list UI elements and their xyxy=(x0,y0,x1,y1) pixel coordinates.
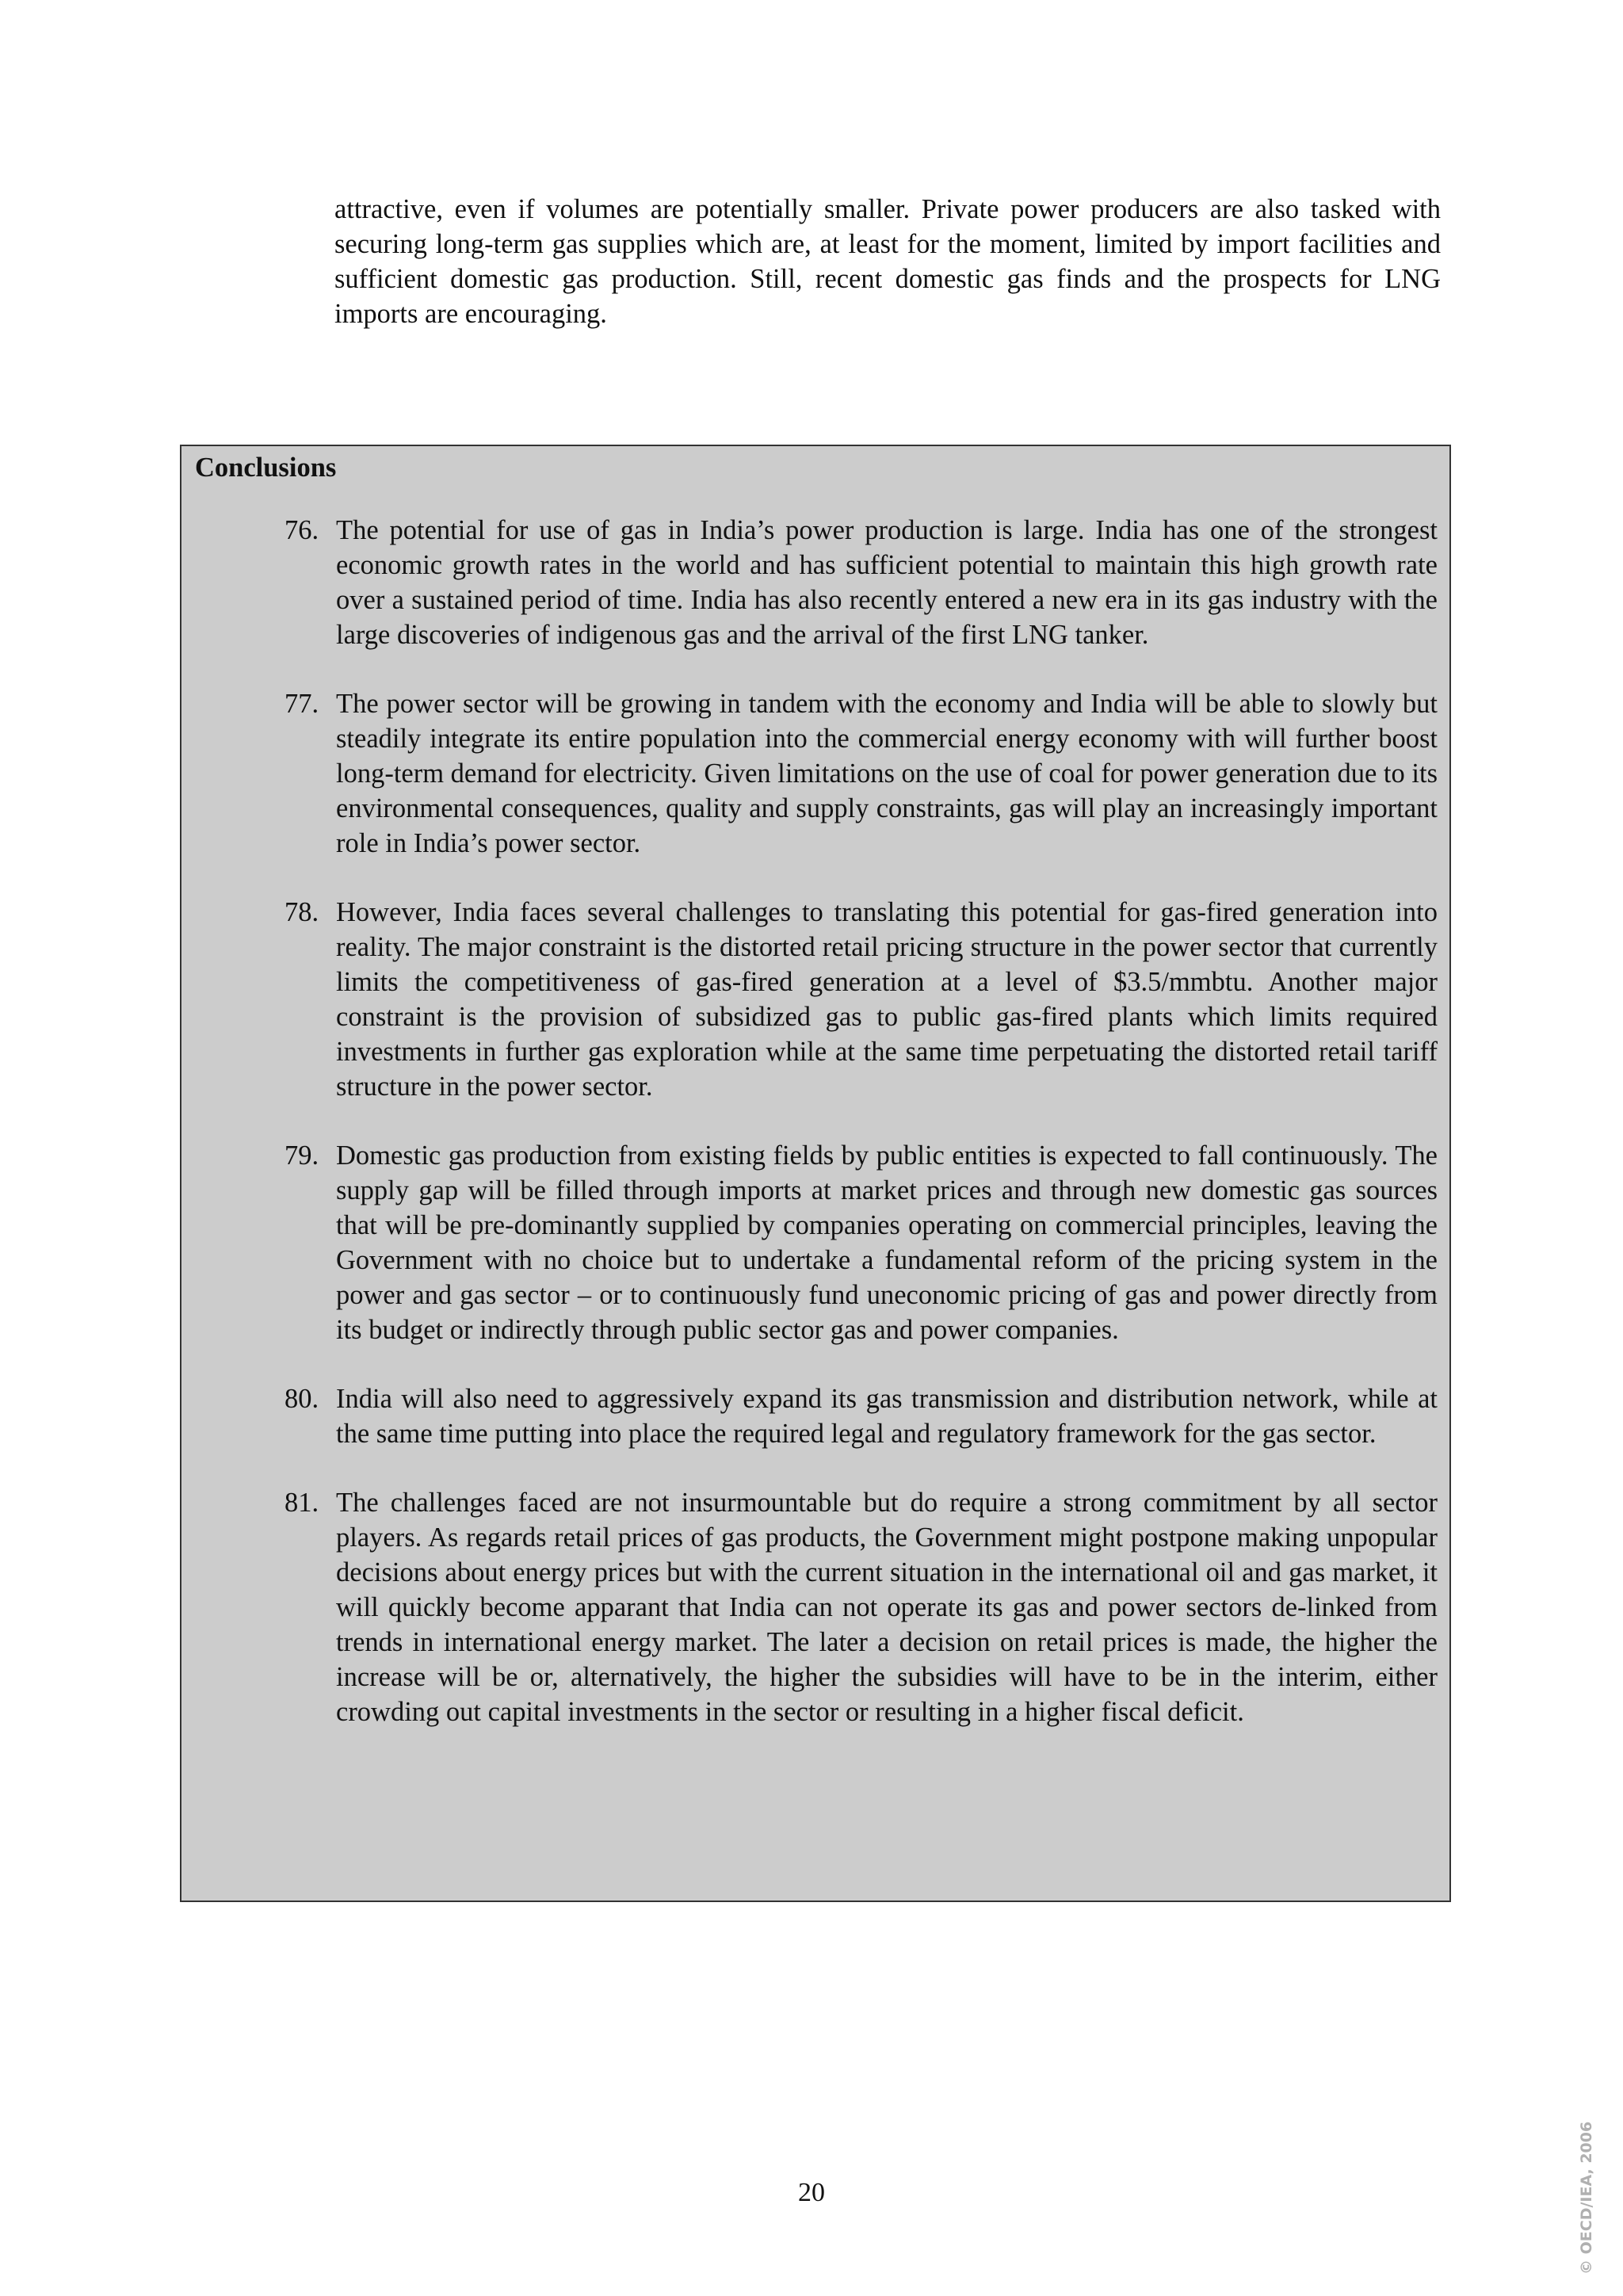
item-number: 78. xyxy=(285,897,319,927)
item-number: 80. xyxy=(285,1384,319,1414)
conclusions-box xyxy=(180,445,1451,1902)
conclusion-item-78 xyxy=(181,895,1449,1104)
item-number: 76. xyxy=(285,515,319,545)
item-number: 77. xyxy=(285,689,319,719)
conclusion-item-79 xyxy=(181,1138,1449,1347)
item-number: 81. xyxy=(285,1488,319,1518)
conclusion-item-81 xyxy=(181,1485,1449,1729)
conclusion-item-77 xyxy=(181,686,1449,861)
conclusions-heading: Conclusions xyxy=(195,453,337,483)
conclusion-item-80 xyxy=(181,1381,1449,1451)
page-number: 20 xyxy=(798,2178,825,2207)
item-text: However, India faces several challenges to translating this potential for gas-fired generation into reality. The major constraint is the distorted retail pricing structure in the power sector that currently limits the competitiveness of gas-fired generation at a level of $3.5/mmbtu. Another major constraint is the provision of subsidized gas to public gas-fired plants which limits required investments in further gas exploration while at the same time perpetuating the distorted retail tariff structure in the power sector. xyxy=(336,897,1438,1102)
item-text: The challenges faced are not insurmountable but do require a strong commitment by all sector players. As regards retail prices of gas products, the Government might postpone making unpopular decisions about energy prices but with the current situation in the international oil and gas market, it will quickly become apparant that India can not operate its gas and power sectors de-linked from trends in international energy market. The later a decision on retail prices is made, the higher the increase will be or, alternatively, the higher the subsidies will have to be in the interim, either crowding out capital investments in the sector or resulting in a higher fiscal deficit. xyxy=(336,1488,1438,1727)
item-text: Domestic gas production from existing fields by public entities is expected to fall continuously. The supply gap will be filled through imports at market prices and through new domestic gas sources that will be pre-dominantly supplied by companies operating on commercial principles, leaving the Government with no choice but to undertake a fundamental reform of the pricing system in the power and gas sector – or to continuously fund uneconomic pricing of gas and power directly from its budget or indirectly through public sector gas and power companies. xyxy=(336,1140,1438,1345)
intro-paragraph: attractive, even if volumes are potentially smaller. Private power producers are also tasked with securing long-term gas supplies which are, at least for the moment, limited by import facilities and sufficient domestic gas production. Still, recent domestic gas finds and the prospects for LNG imports are encouraging. xyxy=(334,194,1441,329)
item-text: India will also need to aggressively expand its gas transmission and distribution network, while at the same time putting into place the required legal and regulatory framework for the gas sector. xyxy=(336,1384,1438,1449)
item-text: The power sector will be growing in tandem with the economy and India will be able to slowly but steadily integrate its entire population into the commercial energy economy with will further boost long-term demand for electricity. Given limitations on the use of coal for power generation due to its environmental consequences, quality and supply constraints, gas will play an increasingly important role in India’s power sector. xyxy=(336,689,1438,858)
item-number: 79. xyxy=(285,1140,319,1171)
conclusions-list xyxy=(181,513,1449,1763)
conclusion-item-76 xyxy=(181,513,1449,652)
copyright-notice: © OECD/IEA, 2006 xyxy=(1578,2121,1595,2275)
item-text: The potential for use of gas in India’s power production is large. India has one of the strongest economic growth rates in the world and has sufficient potential to maintain this high growth rate over a sustained period of time. India has also recently entered a new era in its gas industry with the large discoveries of indigenous gas and the arrival of the first LNG tanker. xyxy=(336,515,1438,650)
